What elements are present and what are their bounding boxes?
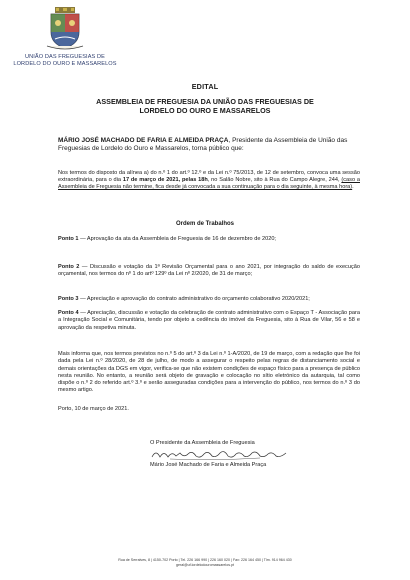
document-subtitle (40, 97, 370, 115)
document-title: EDITAL (191, 82, 219, 91)
organization-name (0, 54, 130, 67)
subtitle-line-2: LORDELO DO OURO E MASSARELOS (139, 106, 271, 115)
agenda-item-label: Ponto 2 (58, 264, 80, 270)
agenda-item-text: — Apreciação, discussão e votação da celebração de contrato administrativo com o Espaço T - Associação para a Integração Social e Comunitária, tendo por objeto a cedência do imóvel da Freguesia, sito à Rua de Vilar, 56 e 58 e aprovação da respetiva minuta. (58, 310, 360, 331)
intro-paragraph (58, 137, 360, 153)
public-info-paragraph: Mais informa que, nos termos previstos no n.º 5 do art.º 3 da Lei n.º 1-A/2020, de 19 de março, com a redação que lhe foi dada pela Lei n.º 28/2020, de 28 de julho, de modo a assegurar o respeito pelas regras de distanciamento social e demais orientações da DGS em vigor, verifica-se que não existem condições de espaço físico para a presença de público nesta reunião. No entanto, a reunião será objeto de gravação e colocação no sítio eletrónico da autarquia, tal como dispõe o n.º 2 do referido art.º 3.º e serão asseguradas condições para a intervenção do público, nos termos do n.º 3 do mesmo artigo. (58, 351, 360, 394)
agenda-item (58, 310, 360, 332)
handwritten-signature (150, 447, 290, 461)
agenda-item-label: Ponto 1 (58, 236, 79, 242)
agenda-item-label: Ponto 4 (58, 310, 79, 316)
org-name-line-1: UNIÃO DAS FREGUESIAS DE (24, 54, 105, 60)
notice-paragraph (58, 170, 360, 191)
org-name-line-2: LORDELO DO OURO E MASSARELOS (13, 60, 117, 67)
president-name: MÁRIO JOSÉ MACHADO DE FARIA E ALMEIDA PRAÇA (58, 137, 229, 144)
agenda-item (58, 296, 360, 303)
agenda-title: Ordem de Trabalhos (175, 221, 235, 227)
session-date-time: 17 de março de 2021, pelas 18h (122, 177, 208, 184)
agenda-item (58, 264, 360, 279)
footer-email: geral@uf.lordelodouromassarelos.pt (176, 563, 234, 567)
agenda-item-label: Ponto 3 (58, 296, 79, 302)
notice-text-3: . (352, 184, 354, 191)
agenda-item-text: — Apreciação e aprovação do contrato administrativo do orçamento colaborativo 2020/2021; (78, 296, 310, 302)
subtitle-line-1: ASSEMBLEIA DE FREGUESIA DA UNIÃO DAS FREGUESIAS DE (96, 97, 314, 106)
signatory-title: O Presidente da Assembleia de Freguesia (150, 440, 255, 446)
footer-contacts: Rua de Serralves, 8 | 4150-702 Porto | Tel. 226 166 990 | 226 160 020 | Fax: 226 164 450 | Tlm. 914 964 430 (118, 558, 292, 562)
footer (60, 558, 350, 568)
notice-text-1: Nos termos do disposto da alínea a) do n.º 1 do art.º 12.º e da Lei n.º 75/2013, de 12 de setembro, convoca uma sessão extraordinária, para o dia (58, 170, 360, 184)
agenda-item-text: — Aprovação da ata da Assembleia de Freguesia de 16 de dezembro de 2020; (78, 236, 276, 242)
intro-text: , Presidente da Assembleia de União das Freguesias de Lordelo do Ouro e Massarelos, torna público que: (58, 137, 348, 153)
agenda-item (58, 236, 360, 243)
signatory-name: Mário José Machado de Faria e Almeida Praça (150, 462, 267, 468)
place-and-date: Porto, 10 de março de 2021. (58, 406, 129, 412)
agenda-item-text: — Discussão e votação da 1ª Revisão Orçamental para o ano 2021, por integração do saldo de execução orçamental, nos termos do nº 1 do artº 129º da Lei nº 2/2020, de 31 de março; (58, 264, 360, 278)
notice-text-2: , no Salão Nobre, sito à Rua do Campo Alegre, 244, (207, 177, 342, 184)
logo-block (0, 6, 130, 67)
continuation-note: (caso a Assembleia de Freguesia não termine, fica desde já convocada a sua continuação para o dia seguinte, à mesma hora) (58, 177, 360, 191)
signature-block (150, 440, 350, 468)
coat-of-arms-icon (43, 6, 87, 52)
